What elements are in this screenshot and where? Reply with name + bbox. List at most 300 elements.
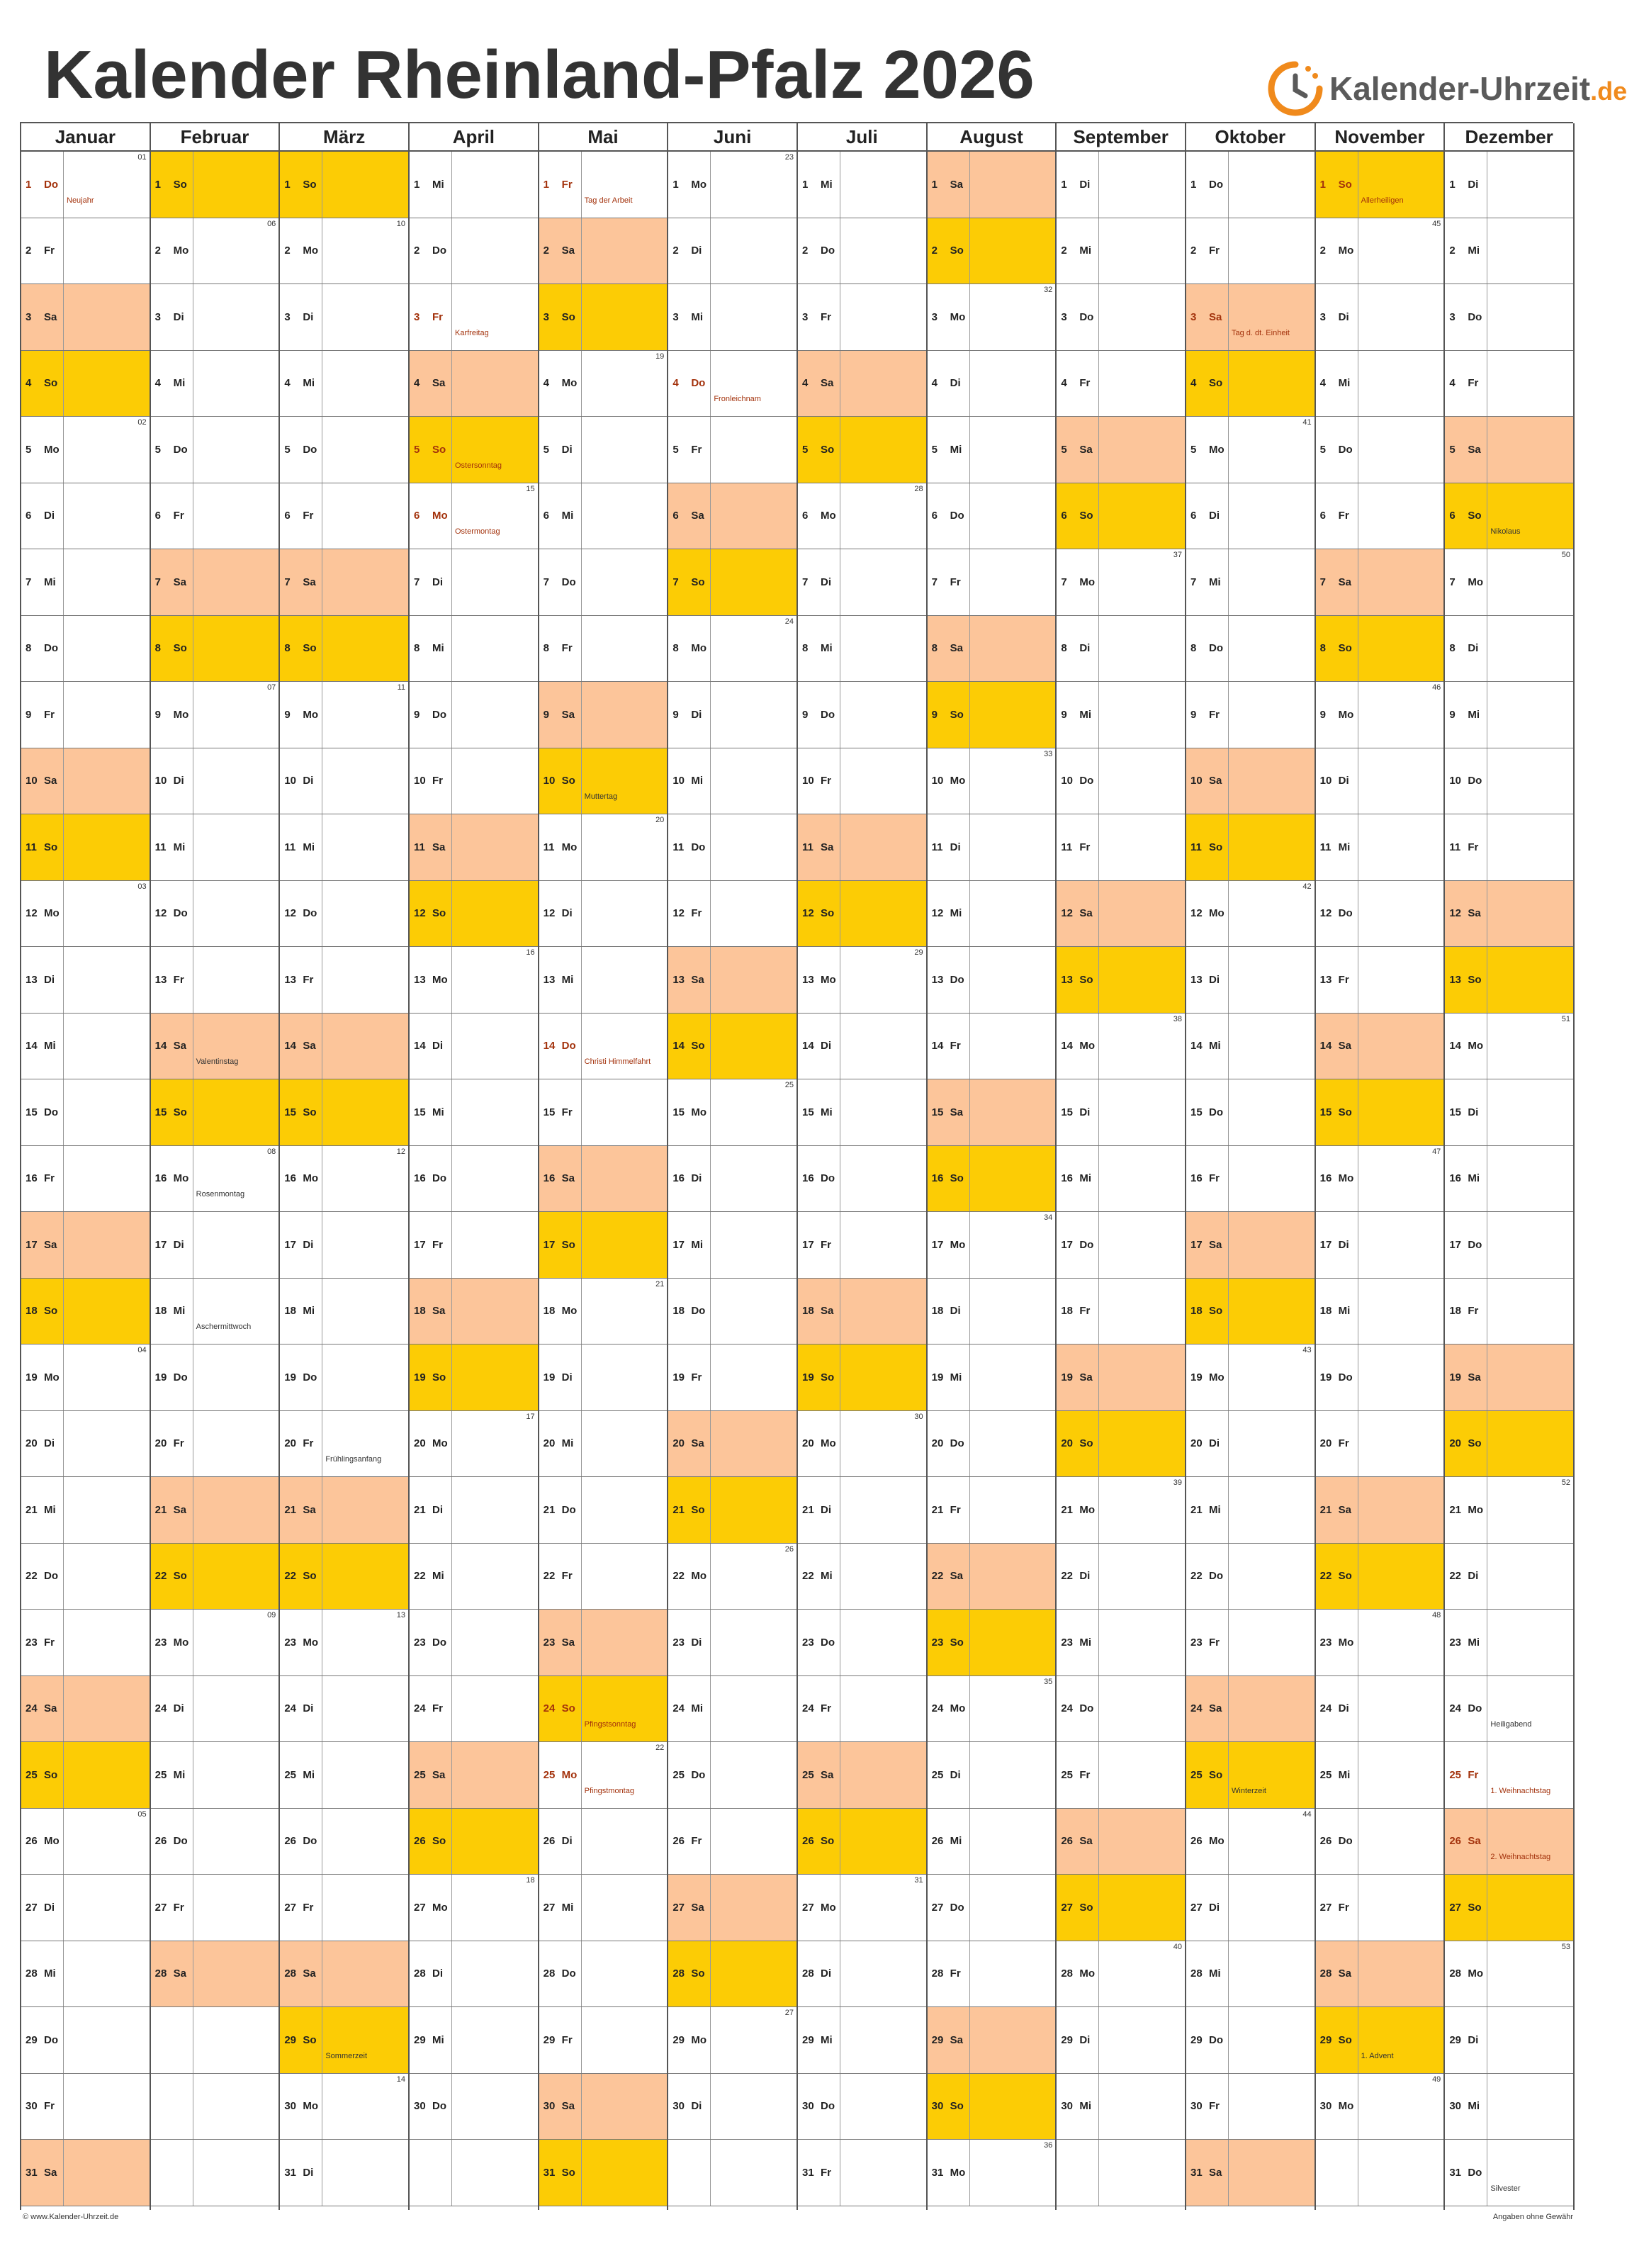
day-number: 20 (931, 1437, 944, 1450)
day-cell (1316, 1212, 1444, 1279)
day-number: 17 (931, 1238, 944, 1251)
weekday-name: Sa (1209, 310, 1222, 323)
weekday-name: So (1338, 2033, 1352, 2046)
day-label-box (928, 1809, 970, 1875)
month-header: August (928, 123, 1056, 152)
day-cell (668, 947, 796, 1014)
day-cell (1316, 1875, 1444, 1941)
weekday-name: Mi (950, 1371, 962, 1383)
day-number: 12 (154, 907, 167, 920)
day-number: 24 (26, 1702, 38, 1715)
weekday-name: Sa (303, 1040, 316, 1052)
weekday-name: Do (691, 841, 706, 853)
day-number: 3 (284, 310, 291, 323)
day-number: 5 (672, 443, 679, 456)
day-label-box (798, 218, 840, 284)
day-label-box (928, 814, 970, 880)
day-number: 28 (26, 1967, 38, 1980)
footer-disclaimer: Angaben ohne Gewähr (1492, 2213, 1573, 2221)
week-number: 42 (1302, 882, 1312, 891)
weekday-name: Do (561, 1040, 576, 1052)
day-label-box (410, 1014, 452, 1079)
day-number: 15 (1449, 1106, 1462, 1118)
day-cell (151, 2140, 279, 2206)
day-label-box (21, 351, 64, 417)
day-cell (1186, 616, 1314, 683)
day-number: 25 (802, 1768, 814, 1781)
day-label-box (1445, 814, 1487, 880)
day-cell (1445, 1544, 1573, 1610)
weekday-name: Do (1468, 310, 1482, 323)
day-cell (21, 152, 150, 218)
day-cell (21, 2074, 150, 2140)
day-cell (1316, 483, 1444, 550)
day-number: 9 (672, 708, 679, 721)
day-label-box (539, 351, 582, 417)
day-number: 19 (543, 1371, 556, 1383)
day-label-box (1316, 417, 1358, 483)
day-label-box (280, 1676, 322, 1742)
day-label-box (410, 284, 452, 350)
day-label-box (1316, 1676, 1358, 1742)
weekday-name: Do (950, 973, 964, 986)
day-number: 10 (802, 775, 814, 787)
day-number: 1 (284, 178, 291, 191)
day-cell (1057, 1079, 1185, 1146)
day-number: 29 (284, 2033, 297, 2046)
day-cell (1316, 1014, 1444, 1080)
day-number: 29 (1061, 2033, 1074, 2046)
weekday-name: Mi (1468, 1172, 1480, 1185)
day-cell (668, 2007, 796, 2074)
day-label-box (410, 1477, 452, 1543)
day-cell (1186, 1676, 1314, 1743)
weekday-name: Do (1468, 2166, 1482, 2179)
day-cell (1186, 1809, 1314, 1875)
weekday-name: Fr (821, 310, 831, 323)
day-cell (21, 1212, 150, 1279)
day-label-box (1316, 2074, 1358, 2140)
weekday-name: Fr (691, 907, 702, 920)
week-number: 45 (1432, 219, 1441, 228)
day-number: 7 (672, 576, 679, 588)
day-label-box (410, 1676, 452, 1742)
day-cell (668, 1544, 796, 1610)
day-number: 17 (802, 1238, 814, 1251)
day-label-box (928, 1742, 970, 1808)
day-number: 14 (802, 1040, 814, 1052)
day-number: 9 (543, 708, 549, 721)
day-label-box (1186, 1079, 1229, 1145)
day-cell (151, 417, 279, 483)
weekday-name: Mi (950, 443, 962, 456)
weekday-name: Do (821, 708, 835, 721)
day-cell (798, 1809, 926, 1875)
day-number: 12 (284, 907, 297, 920)
day-number: 30 (284, 2100, 297, 2113)
weekday-name: Di (44, 1437, 55, 1450)
day-number: 6 (543, 510, 549, 522)
day-number: 22 (1449, 1570, 1462, 1583)
event-label: 1. Advent (1361, 2051, 1394, 2060)
day-label-box (1316, 748, 1358, 814)
day-cell (151, 1279, 279, 1345)
week-number: 44 (1302, 1809, 1312, 1819)
day-label-box (151, 1279, 193, 1344)
day-number: 7 (543, 576, 549, 588)
day-number: 20 (1449, 1437, 1462, 1450)
day-number: 6 (1449, 510, 1456, 522)
weekday-name: Mo (44, 907, 60, 920)
day-label-box (280, 616, 322, 682)
day-label-box (280, 1079, 322, 1145)
day-number: 22 (672, 1570, 685, 1583)
weekday-name: Sa (1079, 1835, 1093, 1848)
day-number: 29 (802, 2033, 814, 2046)
weekday-name: So (950, 708, 964, 721)
day-number: 31 (1449, 2166, 1462, 2179)
day-number: 20 (414, 1437, 426, 1450)
day-number: 9 (1319, 708, 1326, 721)
day-label-box (1316, 351, 1358, 417)
day-cell (1057, 1146, 1185, 1213)
day-cell (1186, 2140, 1314, 2206)
day-number: 10 (154, 775, 167, 787)
day-label-box (21, 1344, 64, 1410)
day-number: 3 (154, 310, 161, 323)
month-header: März (280, 123, 408, 152)
event-label: Aschermittwoch (196, 1323, 252, 1332)
day-number: 17 (284, 1238, 297, 1251)
weekday-name: Di (1338, 1702, 1349, 1715)
weekday-name: Mo (1468, 576, 1483, 588)
day-label-box (539, 682, 582, 748)
day-label-box (410, 1079, 452, 1145)
weekday-name: Di (432, 1040, 443, 1052)
weekday-name: So (1338, 1106, 1352, 1118)
day-cell (280, 814, 408, 881)
day-cell (1316, 616, 1444, 683)
weekday-name: So (691, 1503, 705, 1516)
day-label-box (1316, 1014, 1358, 1079)
day-number: 28 (154, 1967, 167, 1980)
month-header: Februar (151, 123, 279, 152)
day-number: 27 (26, 1901, 38, 1914)
week-number: 47 (1432, 1147, 1441, 1156)
day-cell (280, 1079, 408, 1146)
day-label-box (151, 682, 193, 748)
day-label-box (21, 2007, 64, 2073)
day-label-box (280, 1610, 322, 1675)
day-number: 28 (802, 1967, 814, 1980)
weekday-name: Mo (1338, 2100, 1354, 2113)
day-number: 11 (802, 841, 814, 853)
day-label-box (1316, 1809, 1358, 1875)
day-label-box (151, 218, 193, 284)
day-label-box (280, 1875, 322, 1941)
day-cell (410, 1809, 538, 1875)
day-cell (280, 748, 408, 815)
day-number: 13 (543, 973, 556, 986)
weekday-name: Sa (691, 510, 704, 522)
weekday-name: Sa (44, 310, 57, 323)
event-label: Heiligabend (1490, 1720, 1532, 1729)
weekday-name: Sa (950, 1570, 964, 1583)
day-label-box (1445, 1544, 1487, 1610)
weekday-name: Fr (561, 178, 573, 191)
day-cell (798, 1477, 926, 1544)
day-number: 21 (26, 1503, 38, 1516)
weekday-name: Mo (561, 1768, 578, 1781)
holiday-label: Allerheiligen (1361, 196, 1404, 205)
week-number: 26 (784, 1544, 794, 1554)
day-label-box (1445, 152, 1487, 218)
day-cell (668, 549, 796, 616)
week-number: 20 (655, 816, 665, 824)
weekday-name: Do (173, 1371, 188, 1383)
weekday-name: Fr (950, 1040, 961, 1052)
day-number: 21 (284, 1503, 297, 1516)
day-cell (539, 1941, 668, 2008)
day-cell (668, 1676, 796, 1743)
day-cell (928, 549, 1056, 616)
day-number: 24 (154, 1702, 167, 1715)
weekday-name: Mi (561, 973, 574, 986)
weekday-name: So (173, 642, 187, 655)
day-number: 6 (26, 510, 32, 522)
weekday-name: Do (44, 178, 58, 191)
day-label-box (280, 218, 322, 284)
day-number: 8 (26, 642, 32, 655)
weekday-name: Sa (691, 1901, 704, 1914)
event-label: Sommerzeit (325, 2051, 368, 2060)
day-number: 7 (284, 576, 291, 588)
day-cell (539, 947, 668, 1014)
day-number: 20 (284, 1437, 297, 1450)
day-label-box (410, 417, 452, 483)
day-cell (1057, 2074, 1185, 2140)
weekday-name: So (561, 2166, 575, 2179)
weekday-name: So (303, 2033, 317, 2046)
day-cell (151, 947, 279, 1014)
weekday-name: Mo (432, 1901, 448, 1914)
weekday-name: Fr (432, 775, 443, 787)
weekday-name: Mo (173, 245, 189, 257)
day-label-box (1316, 1411, 1358, 1477)
day-cell (1445, 1411, 1573, 1478)
day-label-box (928, 1212, 970, 1278)
day-label-box (151, 1212, 193, 1278)
day-label-box (280, 2007, 322, 2073)
day-number: 13 (26, 973, 38, 986)
day-label-box (1445, 2140, 1487, 2206)
weekday-name: Do (1338, 443, 1353, 456)
day-cell (1445, 814, 1573, 881)
day-number: 15 (931, 1106, 944, 1118)
day-cell (21, 682, 150, 748)
day-number: 21 (672, 1503, 685, 1516)
day-number: 23 (672, 1636, 685, 1649)
day-number: 23 (931, 1636, 944, 1649)
weekday-name: So (1338, 642, 1352, 655)
weekday-name: So (303, 178, 317, 191)
month-column (668, 123, 798, 2210)
weekday-name: Fr (1209, 1636, 1220, 1649)
day-number: 20 (802, 1437, 814, 1450)
day-cell (151, 1477, 279, 1544)
day-label-box (668, 1875, 711, 1941)
day-cell (151, 1809, 279, 1875)
day-number: 19 (1449, 1371, 1462, 1383)
day-cell (1445, 1079, 1573, 1146)
weekday-name: Fr (432, 310, 443, 323)
day-cell (798, 218, 926, 285)
day-cell (798, 616, 926, 683)
day-number: 3 (802, 310, 809, 323)
day-label-box (668, 1279, 711, 1344)
day-cell (1316, 1610, 1444, 1676)
day-number: 11 (672, 841, 685, 853)
day-label-box (1186, 2140, 1229, 2206)
day-cell (539, 2074, 668, 2140)
day-cell (21, 1742, 150, 1809)
day-label-box (1445, 947, 1487, 1013)
day-label-box (798, 814, 840, 880)
day-label-box (21, 814, 64, 880)
weekday-name: Mo (1209, 1835, 1225, 1848)
week-number: 52 (1561, 1478, 1570, 1487)
day-label-box (539, 1146, 582, 1212)
day-number: 8 (543, 642, 549, 655)
weekday-name: Sa (561, 2100, 575, 2113)
day-label-box (151, 351, 193, 417)
day-cell (539, 2007, 668, 2074)
day-label-box (151, 284, 193, 350)
day-number: 19 (26, 1371, 38, 1383)
day-label-box (1316, 483, 1358, 549)
day-number: 27 (1061, 1901, 1074, 1914)
day-cell (539, 351, 668, 417)
day-label-box (798, 152, 840, 218)
day-cell (1057, 1610, 1185, 1676)
day-cell (21, 417, 150, 483)
weekday-name: Do (1079, 775, 1094, 787)
day-number: 22 (1061, 1570, 1074, 1583)
day-cell (410, 152, 538, 218)
day-number: 20 (1190, 1437, 1203, 1450)
day-label-box (1445, 748, 1487, 814)
day-cell (1186, 1146, 1314, 1213)
day-cell (798, 2074, 926, 2140)
day-number: 9 (1061, 708, 1067, 721)
day-label-box (1186, 1610, 1229, 1675)
day-number: 29 (414, 2033, 426, 2046)
week-number: 41 (1302, 418, 1312, 427)
day-label-box (1186, 351, 1229, 417)
day-label-box (668, 748, 711, 814)
weekday-name: Sa (1209, 1702, 1222, 1715)
day-cell (1186, 1212, 1314, 1279)
day-label-box (21, 682, 64, 748)
weekday-name: Do (1079, 1702, 1094, 1715)
weekday-name: Do (1468, 1702, 1482, 1715)
day-number: 7 (414, 576, 420, 588)
weekday-name: Fr (303, 1437, 314, 1450)
weekday-name: Fr (1338, 510, 1349, 522)
holiday-label: 1. Weihnachtstag (1490, 1786, 1551, 1795)
day-label-box (151, 881, 193, 947)
day-label-box (928, 417, 970, 483)
day-label-box (798, 1676, 840, 1742)
day-cell (280, 881, 408, 948)
day-cell (668, 417, 796, 483)
day-cell (668, 1344, 796, 1411)
day-label-box (539, 814, 582, 880)
day-cell (1316, 2140, 1444, 2206)
day-number: 25 (931, 1768, 944, 1781)
weekday-name: So (173, 1570, 187, 1583)
day-number: 2 (284, 245, 291, 257)
weekday-name: Sa (44, 1238, 57, 1251)
day-label-box (798, 1014, 840, 1079)
day-number: 26 (931, 1835, 944, 1848)
weekday-name: Di (821, 1503, 831, 1516)
day-cell (928, 218, 1056, 285)
day-cell (1057, 2007, 1185, 2074)
day-label-box (1057, 814, 1099, 880)
weekday-name: Do (1209, 642, 1223, 655)
day-number: 13 (284, 973, 297, 986)
day-cell (1445, 152, 1573, 218)
day-label-box (668, 351, 711, 417)
weekday-name: Sa (821, 377, 834, 390)
day-number: 23 (1061, 1636, 1074, 1649)
day-number: 1 (1449, 178, 1456, 191)
weekday-name: Mo (1209, 443, 1225, 456)
weekday-name: So (303, 642, 317, 655)
day-cell (539, 1544, 668, 1610)
day-cell (1445, 2074, 1573, 2140)
weekday-name: Sa (432, 841, 446, 853)
weekday-name: Do (821, 1636, 835, 1649)
weekday-name: Do (691, 377, 706, 390)
day-cell (280, 284, 408, 351)
day-number: 3 (1061, 310, 1067, 323)
day-number: 4 (26, 377, 32, 390)
day-label-box (151, 1344, 193, 1410)
day-number: 26 (672, 1835, 685, 1848)
weekday-name: Mo (561, 1305, 578, 1318)
day-cell (798, 2007, 926, 2074)
day-label-box (668, 1610, 711, 1675)
day-number: 25 (26, 1768, 38, 1781)
day-label-box (280, 1411, 322, 1477)
day-label-box (798, 1809, 840, 1875)
day-label-box (928, 1941, 970, 2007)
day-number: 4 (284, 377, 291, 390)
week-number: 37 (1173, 551, 1182, 559)
day-label-box (668, 1544, 711, 1610)
holiday-label: Pfingstsonntag (584, 1720, 636, 1729)
day-number: 19 (1061, 1371, 1074, 1383)
weekday-name: Sa (173, 1503, 187, 1516)
day-cell (798, 417, 926, 483)
day-label-box (21, 1411, 64, 1477)
day-number: 18 (1061, 1305, 1074, 1318)
day-cell (1186, 1079, 1314, 1146)
day-label-box (539, 1279, 582, 1344)
day-label-box (280, 682, 322, 748)
